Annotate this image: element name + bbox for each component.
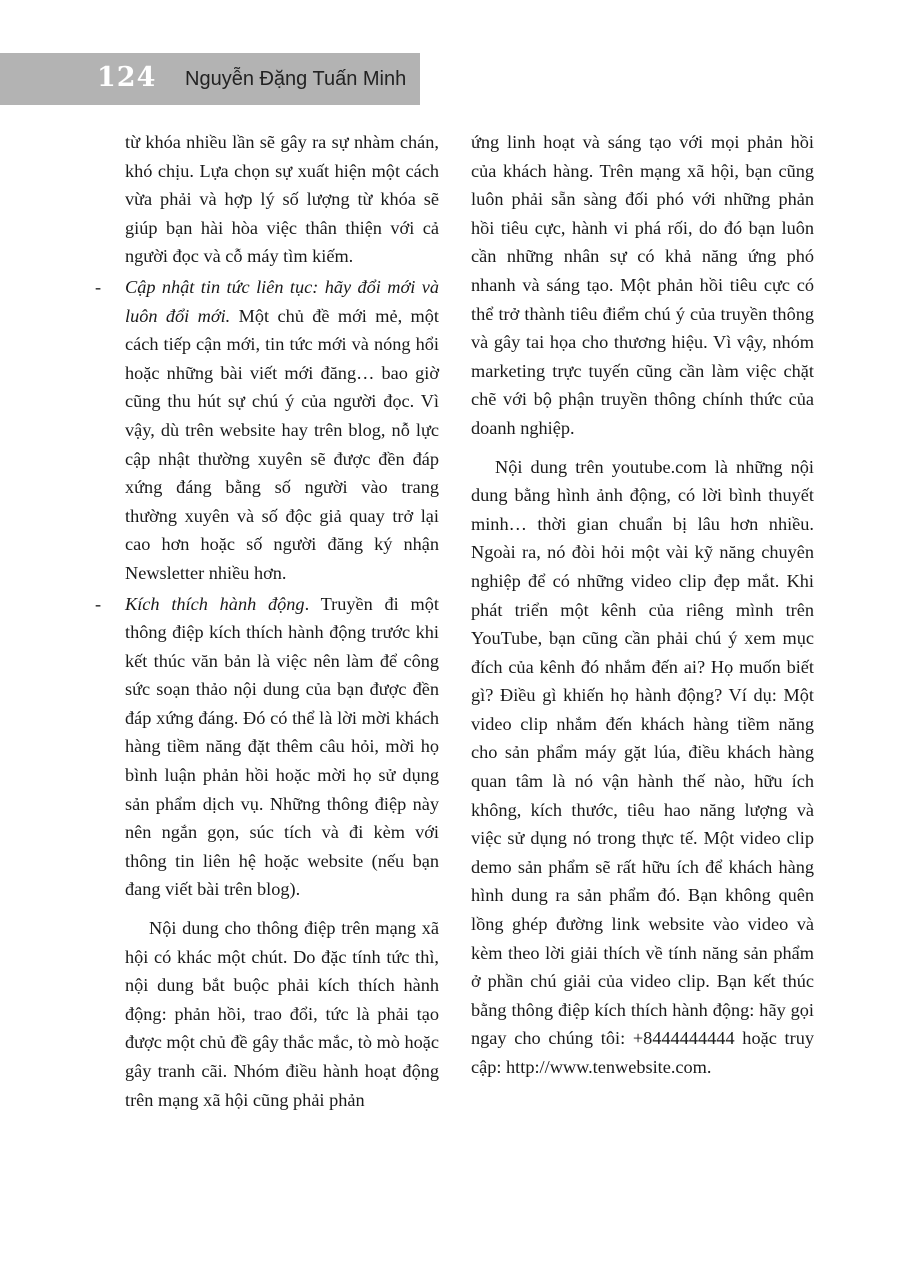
bullet-title: Cập nhật tin tức liên tục: hãy đổi mới và luôn đổi mới.: [125, 276, 439, 326]
bullet-marker: -: [95, 593, 102, 614]
bullet-text: . Truyền đi một thông điệp kích thích hành động trước khi kết thúc văn bản là việc nên làm để công sức soạn thảo nội dung của bạn được đền đáp xứng đáng. Đó có thể là lời mời khách hàng tiềm năng đặt thêm câu hỏi, mời họ bình luận phản hồi hoặc mời họ sử dụng sản phẩm dịch vụ. Những thông điệp này nên ngắn gọn, súc tích và đi kèm với thông tin liên hệ hoặc website (nếu bạn đang viết bài trên blog).: [125, 593, 439, 900]
bullet-item-call-to-action: [95, 590, 439, 905]
right-column: [471, 128, 814, 1082]
right-paragraph-2: Nội dung trên youtube.com là những nội dung bằng hình ảnh động, có lời bình thuyết minh… thời gian chuẩn bị lâu hơn nhiều. Ngoài ra, nó đòi hỏi một vài kỹ năng chuyên nghiệp để có những video clip đẹp mắt. Khi phát triển một kênh của riêng mình trên YouTube, bạn cũng cần phải chú ý xem mục đích của kênh đó nhắm đến ai? Họ muốn biết gì? Điều gì khiến họ hành động? Ví dụ: Một video clip nhắm đến khách hàng tiềm năng cho sản phẩm máy gặt lúa, điều khách hàng quan tâm là nó vận hành thế nào, hữu ích không, kích thước, tiêu hao năng lượng và việc sử dụng nó trong thực tế. Một video clip demo sản phẩm sẽ rất hữu ích để khách hàng hình dung ra sản phẩm đó. Bạn không quên lồng ghép đường link website vào video và kèm theo lời giải thích về tính năng sản phẩm ở phần chú giải của video clip. Bạn kết thúc bằng thông điệp kích thích hành động: hãy gọi ngay cho chúng tôi: +8444444444 hoặc truy cập: http://www.tenwebsite.com.: [471, 456, 814, 1077]
bullet-text: Một chủ đề mới mẻ, một cách tiếp cận mới, tin tức mới và nóng hổi hoặc những bài viết mới đăng… bao giờ cũng thu hút sự chú ý của người đọc. Vì vậy, dù trên website hay trên blog, nỗ lực cập nhật thường xuyên sẽ được đền đáp xứng đáng bằng số người vào trang thường xuyên và số độc giả quay trở lại cao hơn hoặc số người đăng ký nhận Newsletter nhiều hơn.: [125, 305, 439, 583]
author-name: Nguyễn Đặng Tuấn Minh: [185, 68, 407, 90]
left-paragraph-1: từ khóa nhiều lần sẽ gây ra sự nhàm chán, khó chịu. Lựa chọn sự xuất hiện một cách vừa phải và hợp lý số lượng từ khóa sẽ giúp bạn hài hòa việc thân thiện với cả người đọc và cỗ máy tìm kiếm.: [125, 132, 439, 267]
bullet-title: Kích thích hành động: [125, 593, 305, 614]
right-paragraph-1: ứng linh hoạt và sáng tạo với mọi phản hồi của khách hàng. Trên mạng xã hội, bạn cũng luôn phải sẵn sàng đối phó với những phản hồi tiêu cực, hành vi phá rối, do đó bạn luôn cần những nhân sự có khả năng ứng phó nhanh và sáng tạo. Một phản hồi tiêu cực có thể trở thành tiêu điểm chú ý của truyền thông và gây tai họa cho thương hiệu. Vì vậy, nhóm marketing trực tuyến cũng cần làm việc chặt chẽ với bộ phận truyền thông chính thức của doanh nghiệp.: [471, 132, 814, 438]
page-number: 124: [97, 62, 157, 93]
left-column: [95, 128, 440, 1114]
left-paragraph-2: Nội dung cho thông điệp trên mạng xã hội có khác một chút. Do đặc tính tức thì, nội dung bắt buộc phải kích thích hành động: phản hồi, trao đổi, tức là phải tạo được một chủ đề gây thắc mắc, tò mò hoặc gây tranh cãi. Nhóm điều hành hoạt động trên mạng xã hội cũng phải phản: [125, 918, 440, 1110]
bullet-marker: -: [95, 276, 102, 297]
bullet-item-update-news: [95, 273, 439, 588]
